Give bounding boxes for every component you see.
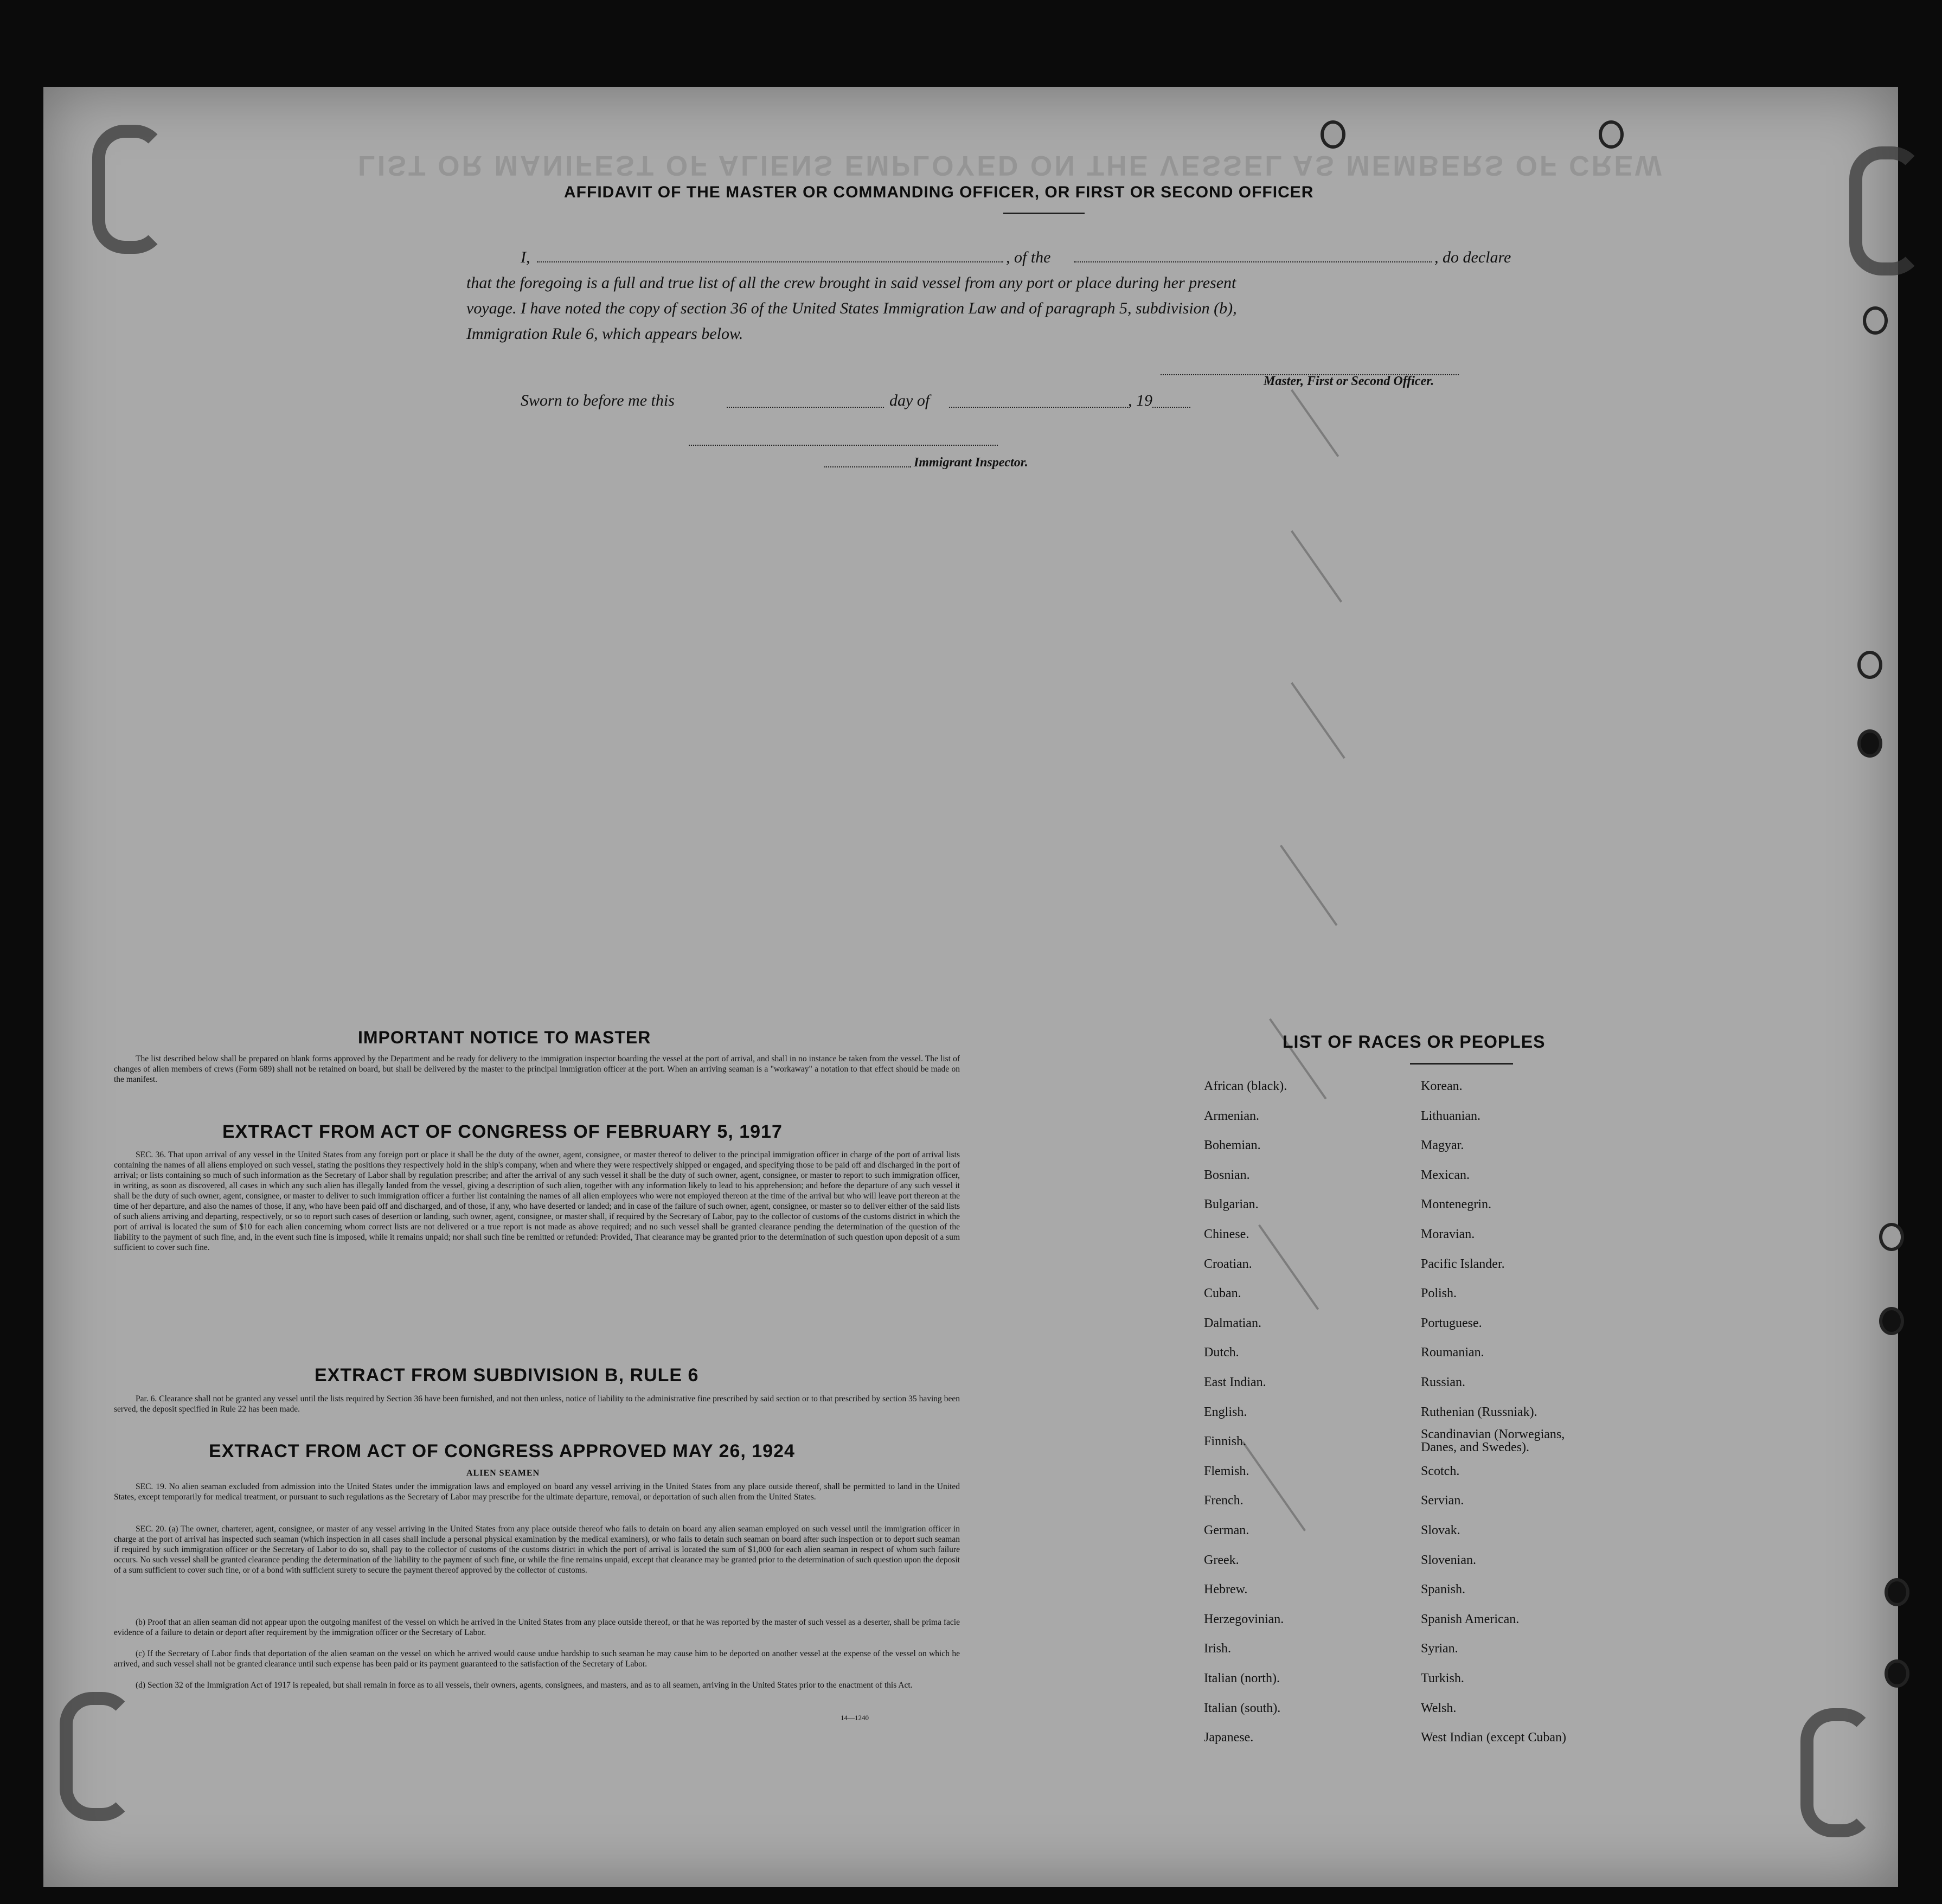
affidavit-do-declare: , do declare xyxy=(1434,248,1511,266)
corner-mark-bottom-left xyxy=(60,1692,134,1821)
extract-1924-sec20b: (b) Proof that an alien seaman did not appear upon the outgoing manifest of the vessel on which he arrived in the United States from any place outside thereof, or that he was reported by the master of such vessel as a deserter, shall be prima facie evidence of a failure to detain or deport after requirement by the immigration officer or the Secretary of Labor. xyxy=(114,1618,960,1637)
bleed-through-mark xyxy=(1291,682,1345,759)
race-item: Slovak. xyxy=(1421,1523,1460,1537)
bleed-through-mark xyxy=(1291,530,1342,602)
race-item: Cuban. xyxy=(1204,1286,1241,1301)
race-item: French. xyxy=(1204,1493,1244,1508)
affidavit-line4: Immigration Rule 6, which appears below. xyxy=(466,325,744,343)
bleed-through-mark xyxy=(1258,1225,1319,1310)
race-item: Dutch. xyxy=(1204,1345,1239,1360)
affidavit-line3: voyage. I have noted the copy of section 36 of the United States Immigration Law and of paragraph 5, subdivision (b), xyxy=(466,299,1237,317)
race-item: English. xyxy=(1204,1405,1247,1419)
race-item: Portuguese. xyxy=(1421,1316,1482,1330)
extract-1917-title: EXTRACT FROM ACT OF CONGRESS OF FEBRUARY 5, 1917 xyxy=(222,1121,783,1142)
race-item: Polish. xyxy=(1421,1286,1457,1301)
extract-1924-subtitle: ALIEN SEAMEN xyxy=(466,1469,540,1478)
race-item: East Indian. xyxy=(1204,1375,1266,1389)
bleed-through-header: LIST OR MANIFEST OF ALIENS EMPLOYED ON THE VESSEL AS MEMBERS OF CREW xyxy=(358,150,1664,181)
race-item: Magyar. xyxy=(1421,1138,1464,1153)
race-item: Pacific Islander. xyxy=(1421,1256,1505,1271)
corner-mark-top-left xyxy=(92,125,167,254)
corner-mark-bottom-right xyxy=(1800,1708,1875,1837)
race-item: Russian. xyxy=(1421,1375,1466,1389)
notice-body: The list described below shall be prepared on blank forms approved by the Department and be ready for delivery to the immigration inspector boarding the vessel at the port of arrival, and shall in no instance be taken from the vessel. The list of changes of alien members of crews (Form 689) shall not be retained on board, but shall be delivered by the master to the principal immigration officer at the port. When an arriving seaman is a "workaway" a notation to that effect should be made on the manifest. xyxy=(114,1054,960,1084)
race-item: West Indian (except Cuban) xyxy=(1421,1730,1566,1745)
race-item: German. xyxy=(1204,1523,1249,1537)
race-item: Servian. xyxy=(1421,1493,1464,1508)
race-item: Flemish. xyxy=(1204,1464,1249,1478)
affidavit-title: AFFIDAVIT OF THE MASTER OR COMMANDING OFFICER, OR FIRST OR SECOND OFFICER xyxy=(564,183,1314,201)
sworn-day-blank xyxy=(727,407,884,408)
race-item: Japanese. xyxy=(1204,1730,1254,1745)
race-item: Ruthenian (Russniak). xyxy=(1421,1405,1537,1419)
race-item: Bosnian. xyxy=(1204,1168,1250,1182)
race-item: Irish. xyxy=(1204,1642,1231,1656)
race-item: Scandinavian (Norwegians, Danes, and Swedes). xyxy=(1421,1427,1565,1455)
extract-1924-sec20c: (c) If the Secretary of Labor finds that deportation of the alien seaman on the vessel on which he arrived would cause undue hardship to such seaman he may cause him to be deported on another vessel at the expense of the vessel on which he arrived, and such vessel shall not be granted clearance until such expense has been paid or its payment guaranteed to the satisfaction of the Secretary of Labor. xyxy=(114,1649,960,1669)
race-item: Bohemian. xyxy=(1204,1138,1261,1153)
race-item: Turkish. xyxy=(1421,1671,1464,1685)
race-item: Chinese. xyxy=(1204,1227,1249,1241)
race-item: Italian (north). xyxy=(1204,1671,1280,1685)
affidavit-line2: that the foregoing is a full and true list of all the crew brought in said vessel from any port or place during her present xyxy=(466,274,1236,292)
extract-1924-sec19: SEC. 19. No alien seaman excluded from admission into the United States under the immigration laws and employed on board any vessel arriving in the United States from any place outside thereof, shall be permitted to land in the United States, except temporarily for medical treatment, or pursuant to such regulations as the Secretary of Labor may prescribe for the ultimate departure, removal, or deportation of such alien from the United States. xyxy=(114,1482,960,1502)
race-item: Slovenian. xyxy=(1421,1553,1476,1567)
race-item: Armenian. xyxy=(1204,1108,1259,1123)
race-item: Spanish American. xyxy=(1421,1612,1520,1626)
notice-title: IMPORTANT NOTICE TO MASTER xyxy=(358,1028,651,1047)
race-item: Herzegovinian. xyxy=(1204,1612,1284,1626)
extract-1917-body: SEC. 36. That upon arrival of any vessel in the United States from any foreign port or place it shall be the duty of the owner, agent, consignee, or master thereof to deliver to the principal immigration officer in charge of the port of arrival lists containing the names of all aliens employed on such vessel, stating the positions they respectively hold in the ship's company, when and where they were respectively shipped or engaged, and specifying those to be paid off and discharged in the port of arrival; or lists containing so much of such information as the Secretary of Labor shall by regulation prescribe; and after the arrival of any such vessel it shall be the duty of such owner, agent, consignee, or master to report to such immigration officer, in writing, as soon as discovered, all cases in which any such alien has illegally landed from the vessel, giving a description of such alien, together with any information likely to lead to his apprehension; and before the departure of any such vessel it shall be the duty of such owner, agent, consignee, or master to deliver to such immigration officer a further list containing the names of all alien employees who were not employed thereon at the time of the arrival but who will leave port thereon at the time of her departure, and also the names of those, if any, who have been paid off and discharged, and of those, if any, who have deserted or landed; and in case of the failure of such owner, agent, consignee, or master so to deliver either of the said lists of such aliens arriving and departing, respectively, or so to report such cases of desertion or landing, such owner, agent, consignee, or master shall, if required by the Secretary of Labor, pay to the collector of customs of the customs district in which the port of arrival is located the sum of $10 for each alien concerning whom correct lists are not delivered or a true report is not made as above required; and no such vessel shall be granted clearance pending the determination of the question of the liability to the payment of such fine, and, in the event such fine is imposed, while it remains unpaid; nor shall such fine be remitted or refunded: Provided, That clearance may be granted prior to the determination of such question upon deposit of a sum sufficient to cover such fine. xyxy=(114,1150,960,1252)
bleed-through-mark xyxy=(1280,845,1338,926)
bleed-through-mark xyxy=(1291,389,1339,457)
race-item: Mexican. xyxy=(1421,1168,1470,1182)
race-item: Croatian. xyxy=(1204,1256,1252,1271)
document-sheet xyxy=(43,87,1898,1887)
race-item: Finnish. xyxy=(1204,1434,1247,1449)
inspector-label: Immigrant Inspector. xyxy=(914,456,1028,470)
punch-hole xyxy=(1857,729,1882,758)
punch-hole xyxy=(1879,1307,1904,1335)
race-item: African (black). xyxy=(1204,1079,1287,1093)
extract-1924-sec20a: SEC. 20. (a) The owner, charterer, agent, consignee, or master of any vessel arriving in the United States from any place outside thereof who fails to detain on board any alien seaman employed on such vessel until the immigration officer in charge at the port of arrival has inspected such seaman (which inspection in all cases shall include a personal physical examination by the medical examiners), or who fails to detain such seaman on board after such inspection or to deport such seaman if required by such immigration officer or the Secretary of Labor to do so, shall pay to the collector of customs of the customs district in which the port of arrival is located the sum of $1,000 for each alien seaman in respect of whom such failure occurs. No such vessel shall be granted clearance pending the determination of the liability to the payment of such fine, or while the fine remains unpaid, except that clearance may be granted prior to the determination of such question upon the deposit of a sum sufficient to cover such fine, or of a bond with sufficient surety to secure the payment thereof approved by the collector of customs. xyxy=(114,1524,960,1575)
punch-hole xyxy=(1885,1578,1909,1606)
form-number: 14—1240 xyxy=(841,1714,869,1722)
race-item: Syrian. xyxy=(1421,1642,1458,1656)
sworn-prefix: Sworn to before me this xyxy=(521,392,675,409)
race-item: Lithuanian. xyxy=(1421,1108,1480,1123)
punch-hole xyxy=(1599,120,1624,149)
race-item: Korean. xyxy=(1421,1079,1463,1093)
race-item: Moravian. xyxy=(1421,1227,1475,1241)
race-item: Roumanian. xyxy=(1421,1345,1484,1360)
punch-hole xyxy=(1879,1223,1904,1251)
race-item: Bulgarian. xyxy=(1204,1197,1259,1212)
affidavit-of-the: , of the xyxy=(1006,248,1051,266)
race-item: Montenegrin. xyxy=(1421,1197,1491,1212)
punch-hole xyxy=(1863,306,1888,335)
sworn-year-blank xyxy=(1152,407,1190,408)
punch-hole xyxy=(1321,120,1345,149)
sworn-day-of: day of xyxy=(889,392,930,409)
inspector-signature-line xyxy=(689,445,998,446)
race-item: Welsh. xyxy=(1421,1701,1457,1715)
extract-rule6-title: EXTRACT FROM SUBDIVISION B, RULE 6 xyxy=(315,1365,699,1386)
extract-1924-sec20d: (d) Section 32 of the Immigration Act of 1917 is repealed, but shall remain in force as to all vessels, their owners, agents, consignees, and masters, and as to all seamen, arriving in the United States prior to the enactment of this Act. xyxy=(136,1681,913,1690)
races-title: LIST OF RACES OR PEOPLES xyxy=(1283,1032,1546,1052)
race-item: Italian (south). xyxy=(1204,1701,1281,1715)
punch-hole xyxy=(1885,1659,1909,1688)
name-blank xyxy=(537,261,1003,262)
extract-1924-title: EXTRACT FROM ACT OF CONGRESS APPROVED MAY 26, 1924 xyxy=(209,1441,795,1461)
race-item: Scotch. xyxy=(1421,1464,1460,1478)
punch-hole xyxy=(1857,651,1882,679)
race-item: Greek. xyxy=(1204,1553,1239,1567)
inspector-dotted-lead xyxy=(824,466,911,467)
sworn-year: , 19 xyxy=(1128,392,1152,409)
title-underline xyxy=(1003,213,1085,214)
affidavit-i: I, xyxy=(521,248,530,266)
bleed-through-mark xyxy=(1242,1441,1306,1531)
vessel-blank xyxy=(1074,261,1432,262)
races-title-underline xyxy=(1410,1063,1513,1065)
master-signature-label: Master, First or Second Officer. xyxy=(1264,374,1434,388)
race-item: Dalmatian. xyxy=(1204,1316,1261,1330)
extract-rule6-body: Par. 6. Clearance shall not be granted any vessel until the lists required by Section 36 have been furnished, and not then unless, notice of liability to the administrative fine prescribed by said section or to that prescribed by section 35 having been served, the deposit specified in Rule 22 has been made. xyxy=(114,1394,960,1414)
race-item: Hebrew. xyxy=(1204,1582,1248,1597)
race-item: Spanish. xyxy=(1421,1582,1466,1597)
sworn-month-blank xyxy=(949,407,1128,408)
corner-mark-top-right xyxy=(1849,146,1924,275)
